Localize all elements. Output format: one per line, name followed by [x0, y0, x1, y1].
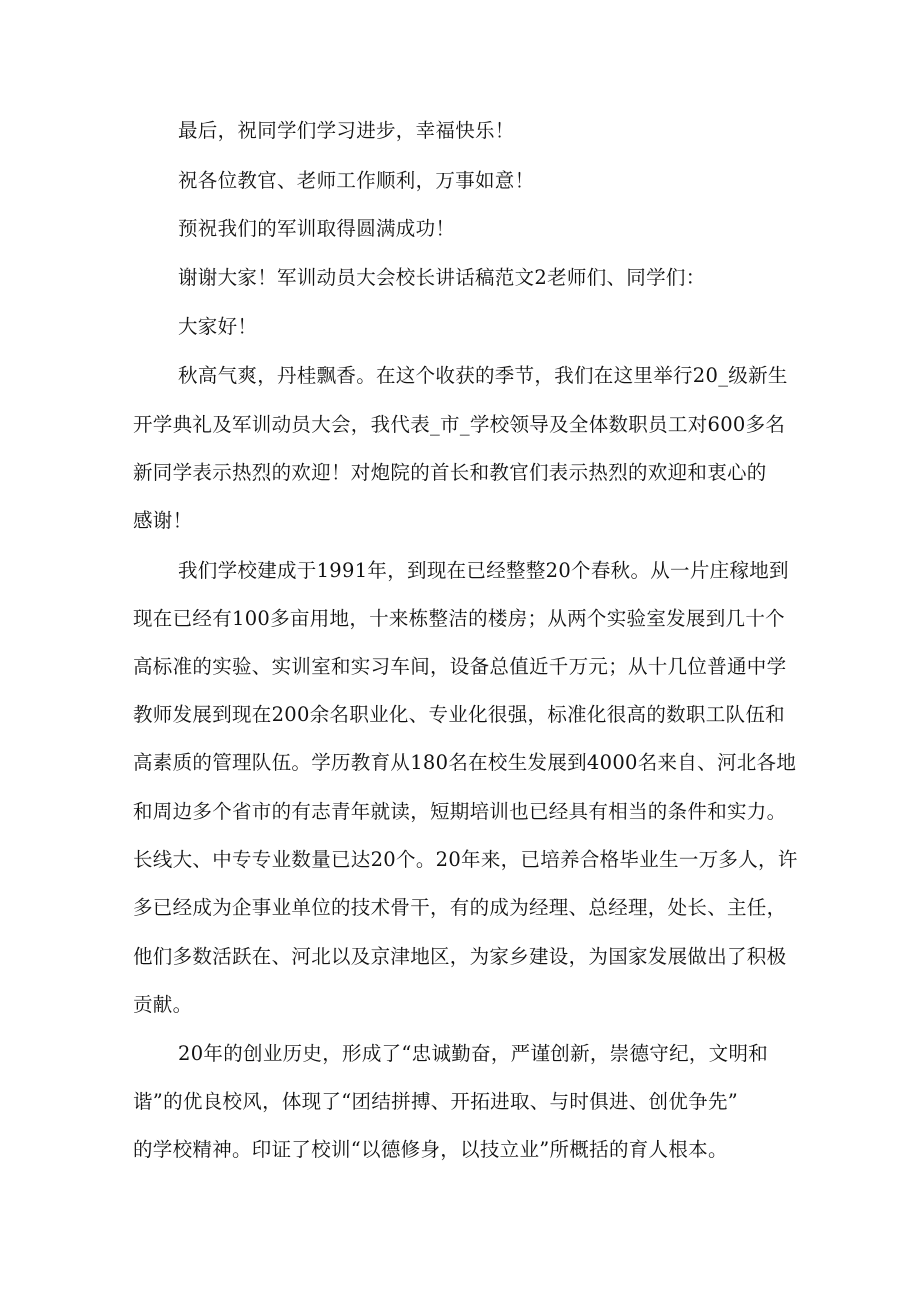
- paragraph1-line-3: 新同学表示热烈的欢迎！对炮院的首长和教官们表示热烈的欢迎和衷心的: [133, 461, 767, 484]
- greeting-line: 大家好！: [178, 315, 258, 338]
- paragraph3-line-1: 20年的创业历史，形成了“忠诚勤奋，严谨创新，崇德守纪，文明和: [178, 1042, 769, 1065]
- paragraph2-line-9: 他们多数活跃在、河北以及京津地区，为家乡建设，为国家发展做出了积极: [133, 945, 787, 968]
- paragraph2-line-8: 多已经成为企事业单位的技术骨干，有的成为经理、总经理，处长、主任，: [133, 896, 787, 919]
- speech-title-line: 谢谢大家！军训动员大会校长讲话稿范文2老师们、同学们：: [178, 266, 706, 289]
- paragraph1-line-1: 秋高气爽，丹桂飘香。在这个收获的季节，我们在这里举行20_级新生: [178, 364, 788, 387]
- closing-line-3: 预祝我们的军训取得圆满成功！: [178, 217, 456, 240]
- paragraph1-line-2: 开学典礼及军训动员大会，我代表_市_学校领导及全体数职员工对600多名: [133, 413, 786, 436]
- paragraph2-line-5: 高素质的管理队伍。学历教育从180名在校生发展到4000名来自、河北各地: [133, 751, 797, 774]
- paragraph3-line-2: 谐”的优良校风，体现了“团结拼搏、开拓进取、与时俱进、创优争先”: [133, 1090, 739, 1113]
- paragraph3-line-3: 的学校精神。印证了校训“以德修身，以技立业”所概括的育人根本。: [133, 1138, 728, 1161]
- paragraph2-line-1: 我们学校建成于1991年，到现在已经整整20个春秋。从一片庄稼地到: [178, 559, 789, 582]
- paragraph2-line-4: 教师发展到现在200余名职业化、专业化很强，标准化很高的数职工队伍和: [133, 703, 785, 726]
- closing-line-1: 最后，祝同学们学习进步，幸福快乐！: [178, 119, 515, 142]
- closing-line-2: 祝各位教官、老师工作顺利，万事如意！: [178, 169, 535, 192]
- paragraph2-line-3: 高标准的实验、实训室和实习车间，设备总值近千万元；从十几位普通中学: [133, 655, 787, 678]
- paragraph2-line-7: 长线大、中专专业数量已达20个。20年来，已培养合格毕业生一万多人，许: [133, 848, 798, 871]
- paragraph2-line-6: 和周边多个省市的有志青年就读，短期培训也已经具有相当的条件和实力。: [133, 800, 787, 823]
- paragraph1-line-4: 感谢！: [133, 509, 193, 532]
- paragraph2-line-2: 现在已经有100多亩用地，十来栋整洁的楼房；从两个实验室发展到几十个: [133, 607, 785, 630]
- paragraph2-line-10: 贡献。: [133, 993, 193, 1016]
